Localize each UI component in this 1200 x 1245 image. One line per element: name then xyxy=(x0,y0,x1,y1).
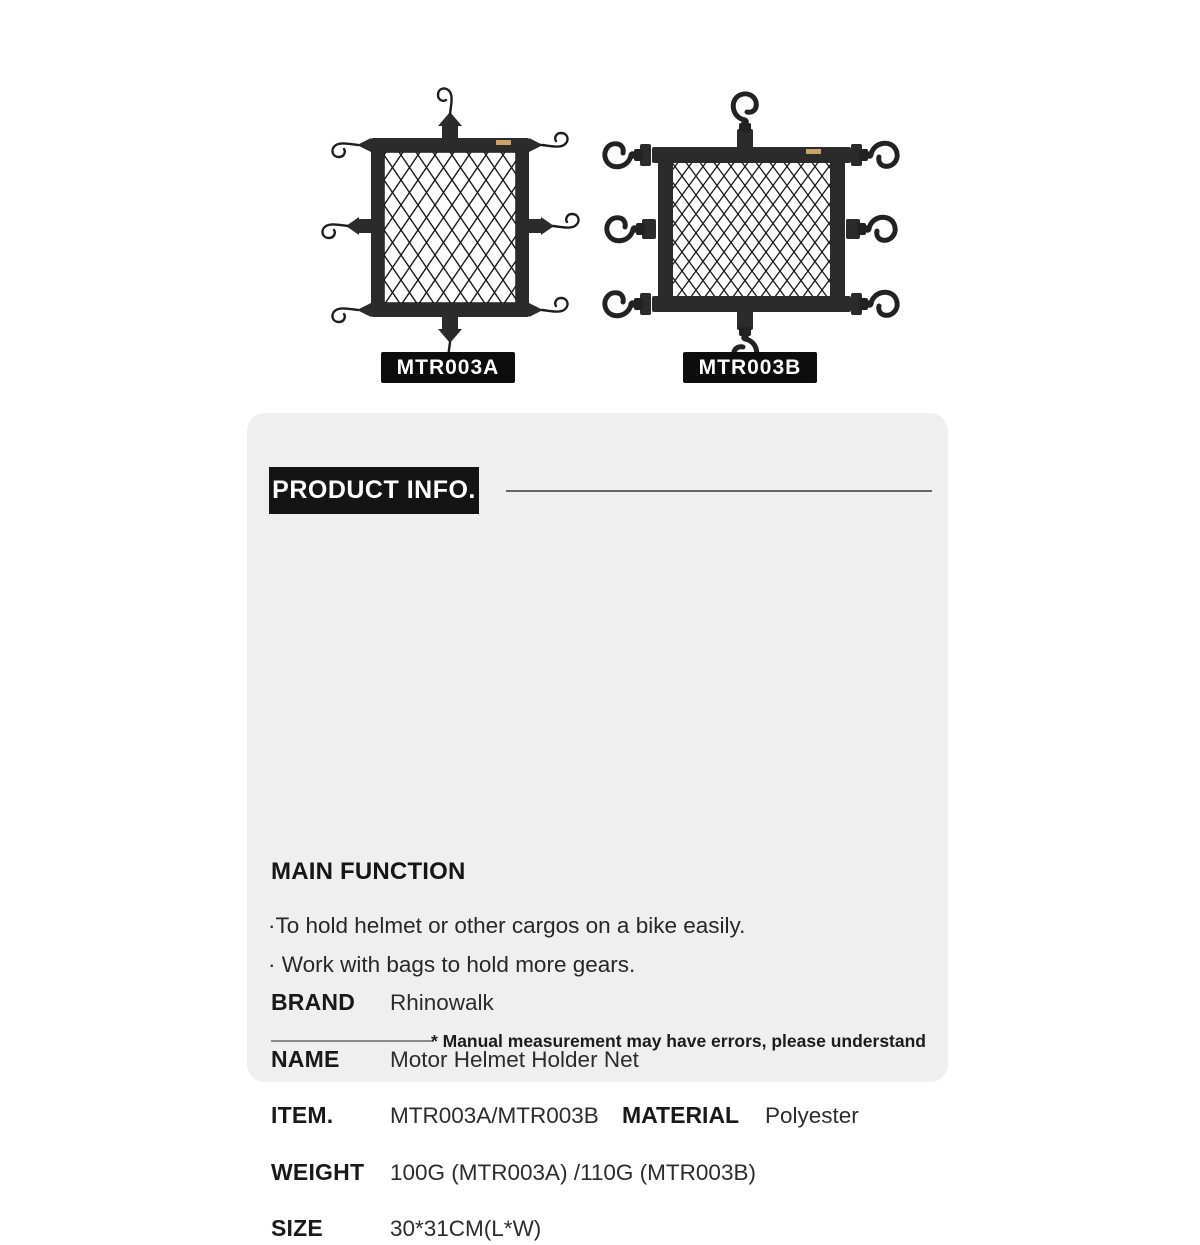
spec-label: MATERIAL xyxy=(622,1102,740,1128)
spec-value: Motor Helmet Holder Net xyxy=(390,1047,639,1072)
spec-row-item-material xyxy=(247,1102,948,1132)
main-function-row xyxy=(247,858,948,888)
spec-label: NAME xyxy=(271,1046,340,1072)
function-bullet-row xyxy=(247,913,948,943)
function-bullet: ·To hold helmet or other cargos on a bike easily. xyxy=(268,913,746,938)
spec-row-size xyxy=(247,1215,948,1245)
function-bullet: · Work with bags to hold more gears. xyxy=(268,952,636,977)
product-info-title-badge: PRODUCT INFO. xyxy=(269,467,479,514)
coarse-diamond-net-icon xyxy=(384,152,516,303)
spec-label: ITEM. xyxy=(271,1102,334,1128)
disclaimer-line xyxy=(271,1040,434,1042)
product-image-mtr003b xyxy=(640,100,850,355)
spec-row-brand xyxy=(247,989,948,1019)
spec-label: SIZE xyxy=(271,1215,323,1241)
model-badge-mtr003b: MTR003B xyxy=(683,352,817,383)
disclaimer-text: * Manual measurement may have errors, please understand xyxy=(430,1031,926,1051)
title-underline xyxy=(506,490,932,492)
function-bullet-row xyxy=(247,952,948,982)
spec-label: WEIGHT xyxy=(271,1159,365,1185)
spec-value: 100G (MTR003A) /110G (MTR003B) xyxy=(390,1160,756,1185)
product-info-card xyxy=(247,413,948,1241)
model-badge-mtr003a: MTR003A xyxy=(381,352,515,383)
product-image-mtr003a xyxy=(350,105,550,355)
spec-value: MTR003A/MTR003B xyxy=(390,1103,599,1128)
spec-value: Rhinowalk xyxy=(390,990,494,1015)
main-function-heading: MAIN FUNCTION xyxy=(271,858,466,885)
spec-row-weight xyxy=(247,1159,948,1189)
fine-diamond-net-icon xyxy=(671,161,832,298)
spec-label: BRAND xyxy=(271,989,356,1015)
spec-value: Polyester xyxy=(765,1103,859,1128)
spec-value: 30*31CM(L*W) xyxy=(390,1216,542,1241)
